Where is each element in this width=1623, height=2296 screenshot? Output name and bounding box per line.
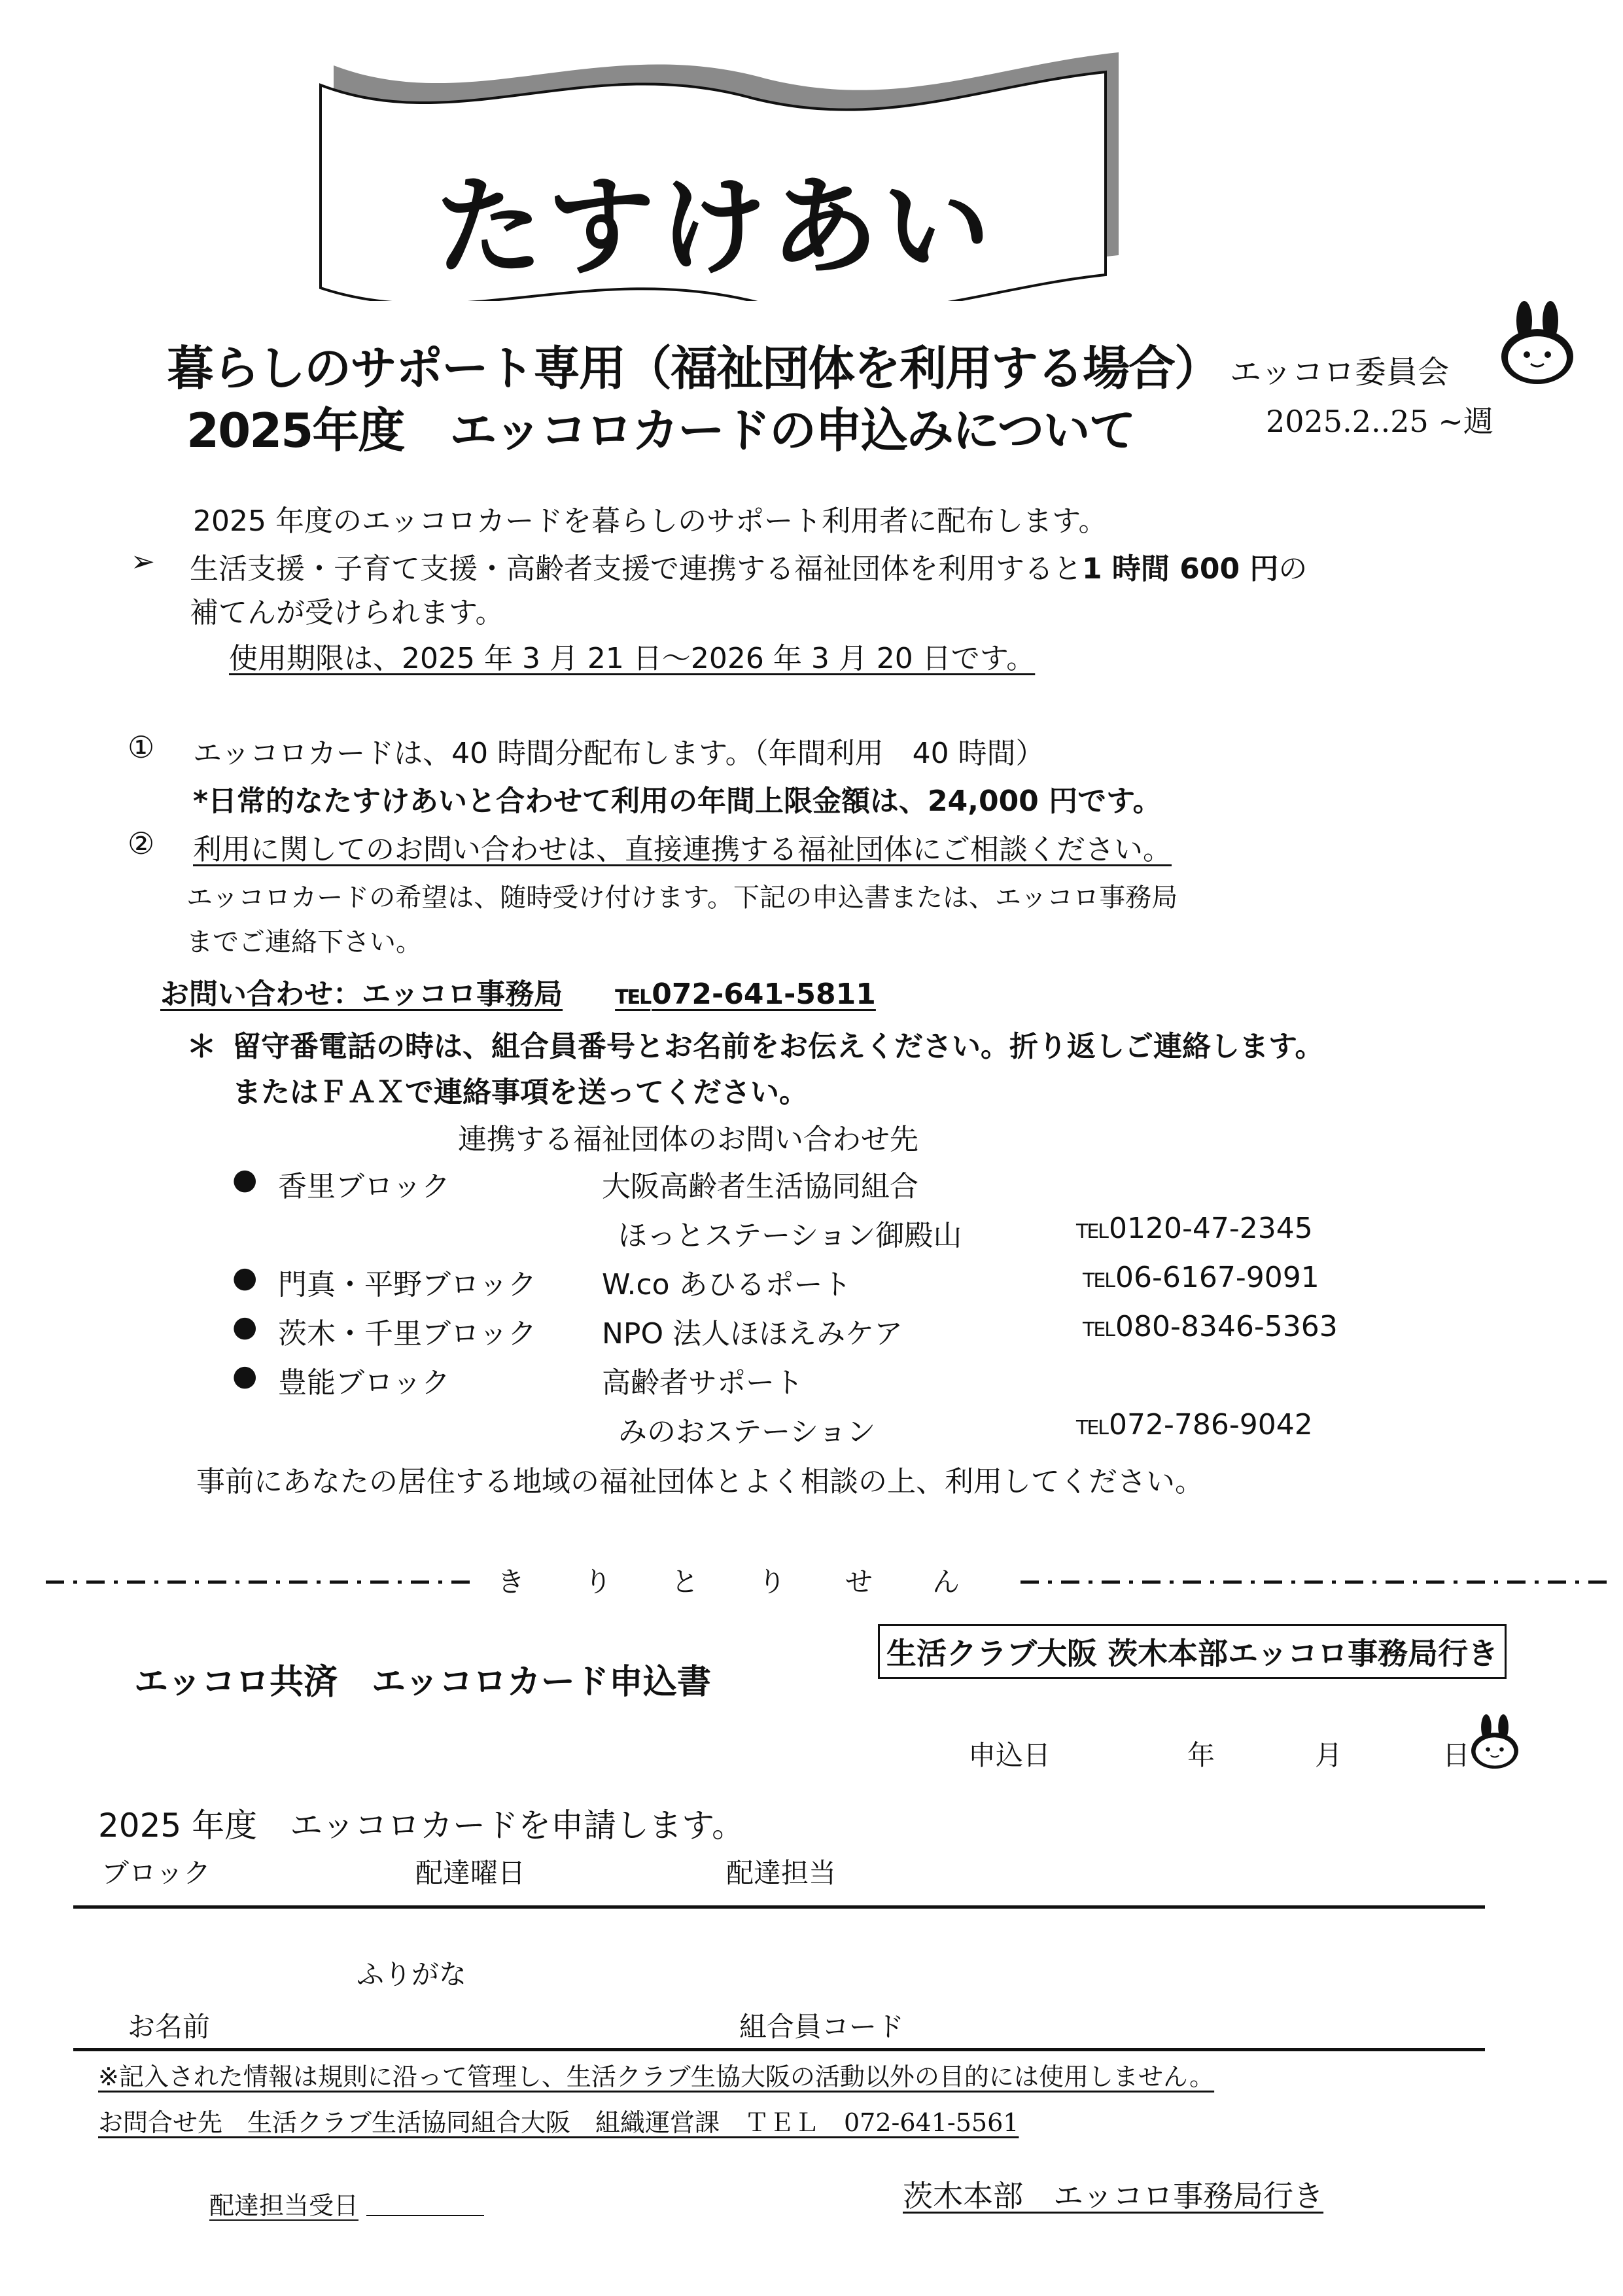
partner-tel xyxy=(1076,1408,1313,1441)
name-label: お名前 xyxy=(128,2011,211,2043)
partner-tel xyxy=(1076,1212,1313,1245)
answering-machine-note: 留守番電話の時は、組合員番号とお名前をお伝えください。折り返しご連絡します。 xyxy=(232,1030,1324,1063)
apply-statement: 2025 年度 エッコロカードを申請します。 xyxy=(98,1807,745,1845)
cut-line-char: り xyxy=(584,1566,612,1598)
item-number-2: ② xyxy=(128,826,155,861)
receipt-label: 配達担当受日 xyxy=(209,2191,359,2220)
issue-date: 2025.2..25 ~週 xyxy=(1266,404,1493,439)
item1-note: *日常的なたすけあいと合わせて利用の年間上限金額は、24,000 円です。 xyxy=(193,785,1162,818)
partner-block: 豊能ブロック xyxy=(278,1366,451,1400)
partner-tel-number: 0120-47-2345 xyxy=(1109,1212,1313,1245)
furigana-label: ふりがな xyxy=(357,1958,467,1990)
tel-prefix: TEL xyxy=(1083,1318,1114,1341)
note-mark: ＊ xyxy=(186,1029,217,1064)
item2-text: 利用に関してのお問い合わせは、直接連携する福祉団体にご相談ください。 xyxy=(193,833,1172,866)
partner-org: W.co あひるポート xyxy=(602,1268,852,1301)
cut-line-char: せ xyxy=(845,1566,873,1598)
partner-org: 大阪高齢者生活協同組合 xyxy=(602,1170,918,1203)
rabbit-mascot-icon xyxy=(1498,301,1577,386)
intro-line2-suffix: の xyxy=(1278,552,1308,586)
intro-line2 xyxy=(190,545,1307,587)
intro-line3: 補てんが受けられます。 xyxy=(190,596,504,629)
item-number-1: ① xyxy=(128,730,155,765)
block-label: ブロック xyxy=(101,1857,211,1889)
office-tel: 072-641-5811 xyxy=(652,978,876,1011)
tel-prefix: TEL xyxy=(1076,1417,1108,1439)
office-contact-label: お問い合わせ：エッコロ事務局 xyxy=(160,978,563,1011)
partner-bullet: ● xyxy=(232,1359,258,1392)
member-code-label: 組合員コード xyxy=(739,2011,905,2043)
cut-line-right xyxy=(1021,1576,1609,1589)
page-subtitle-line1: 暮らしのサポート専用（福祉団体を利用する場合） xyxy=(167,341,1221,396)
destination-box: 生活クラブ大阪 茨木本部エッコロ事務局行き xyxy=(878,1624,1507,1679)
tel-prefix: TEL xyxy=(615,986,651,1009)
receipt-line xyxy=(366,2215,484,2216)
delivery-staff-label: 配達担当 xyxy=(726,1857,837,1889)
cut-line-char: き xyxy=(497,1566,525,1598)
partners-heading: 連携する福祉団体のお問い合わせ先 xyxy=(458,1123,918,1156)
partner-tel-number: 072-786-9042 xyxy=(1109,1408,1313,1441)
partner-tel xyxy=(1083,1310,1338,1343)
intro-line2-highlight: 1 時間 600 円 xyxy=(1082,552,1279,586)
closing-note: 事前にあなたの居住する地域の福祉団体とよく相談の上、利用してください。 xyxy=(196,1465,1204,1498)
partner-tel xyxy=(1083,1261,1319,1294)
partner-tel-number: 080-8346-5363 xyxy=(1115,1310,1338,1343)
page-subtitle-line2: 2025年度 エッコロカードの申込みについて xyxy=(186,403,1135,458)
tel-prefix: TEL xyxy=(1076,1220,1108,1243)
item2-sub-line2: までご連絡下さい。 xyxy=(186,927,422,957)
item1-text: エッコロカードは、40 時間分配布します。（年間利用 40 時間） xyxy=(193,737,1045,770)
partner-block: 香里ブロック xyxy=(278,1170,451,1203)
rabbit-mascot-icon xyxy=(1469,1714,1521,1770)
partner-tel-number: 06-6167-9091 xyxy=(1115,1261,1319,1294)
tel-prefix: TEL xyxy=(1083,1269,1114,1292)
intro-line2-text: 生活支援・子育て支援・高齢者支援で連携する福祉団体を利用すると xyxy=(190,552,1082,586)
privacy-note: ※記入された情報は規則に沿って管理し、生活クラブ生協大阪の活動以外の目的には使用しません。 xyxy=(98,2062,1215,2091)
partner-bullet: ● xyxy=(232,1163,258,1196)
partner-org-sub: ほっとステーション御殿山 xyxy=(618,1219,962,1252)
delivery-day-label: 配達曜日 xyxy=(415,1857,526,1889)
partner-block: 茨木・千里ブロック xyxy=(278,1317,537,1351)
partner-org: 高齢者サポート xyxy=(602,1366,803,1400)
partner-org: NPO 法人ほほえみケア xyxy=(602,1317,903,1351)
date-day-label: 日 xyxy=(1442,1739,1471,1771)
partner-block: 門真・平野ブロック xyxy=(278,1268,537,1301)
partner-bullet: ● xyxy=(232,1310,258,1343)
arrow-bullet-icon: ➢ xyxy=(131,545,155,578)
fax-note: またはＦＡＸで連絡事項を送ってください。 xyxy=(232,1076,808,1109)
office-contact xyxy=(160,970,876,1012)
cut-line-left xyxy=(46,1576,478,1589)
item2-sub-line1: エッコロカードの希望は、随時受け付けます。下記の申込書または、エッコロ事務局 xyxy=(186,883,1178,913)
cut-line-char: ん xyxy=(932,1566,960,1598)
inquiry-contact: お問合せ先 生活クラブ生活協同組合大阪 組織運営課 ＴＥＬ 072-641-5561 xyxy=(98,2108,1019,2137)
banner-title: たすけあい xyxy=(435,164,994,290)
form-title: エッコロ共済 エッコロカード申込書 xyxy=(134,1663,711,1702)
partner-org-sub: みのおステーション xyxy=(618,1415,876,1449)
cut-line-char: り xyxy=(758,1566,786,1598)
form-divider-1 xyxy=(73,1905,1485,1909)
form-divider-2 xyxy=(73,2048,1485,2051)
date-month-label: 月 xyxy=(1315,1739,1343,1771)
application-date-label: 申込日 xyxy=(968,1739,1051,1771)
committee-name: エッコロ委員会 xyxy=(1230,354,1450,391)
footer-destination: 茨木本部 エッコロ事務局行き xyxy=(903,2178,1324,2214)
intro-line1: 2025 年度のエッコロカードを暮らしのサポート利用者に配布します。 xyxy=(193,504,1108,538)
partner-bullet: ● xyxy=(232,1261,258,1294)
date-year-label: 年 xyxy=(1187,1739,1215,1771)
cut-line-char: と xyxy=(671,1566,699,1598)
usage-period: 使用期限は、2025 年 3 月 21 日～2026 年 3 月 20 日です。 xyxy=(229,642,1036,675)
